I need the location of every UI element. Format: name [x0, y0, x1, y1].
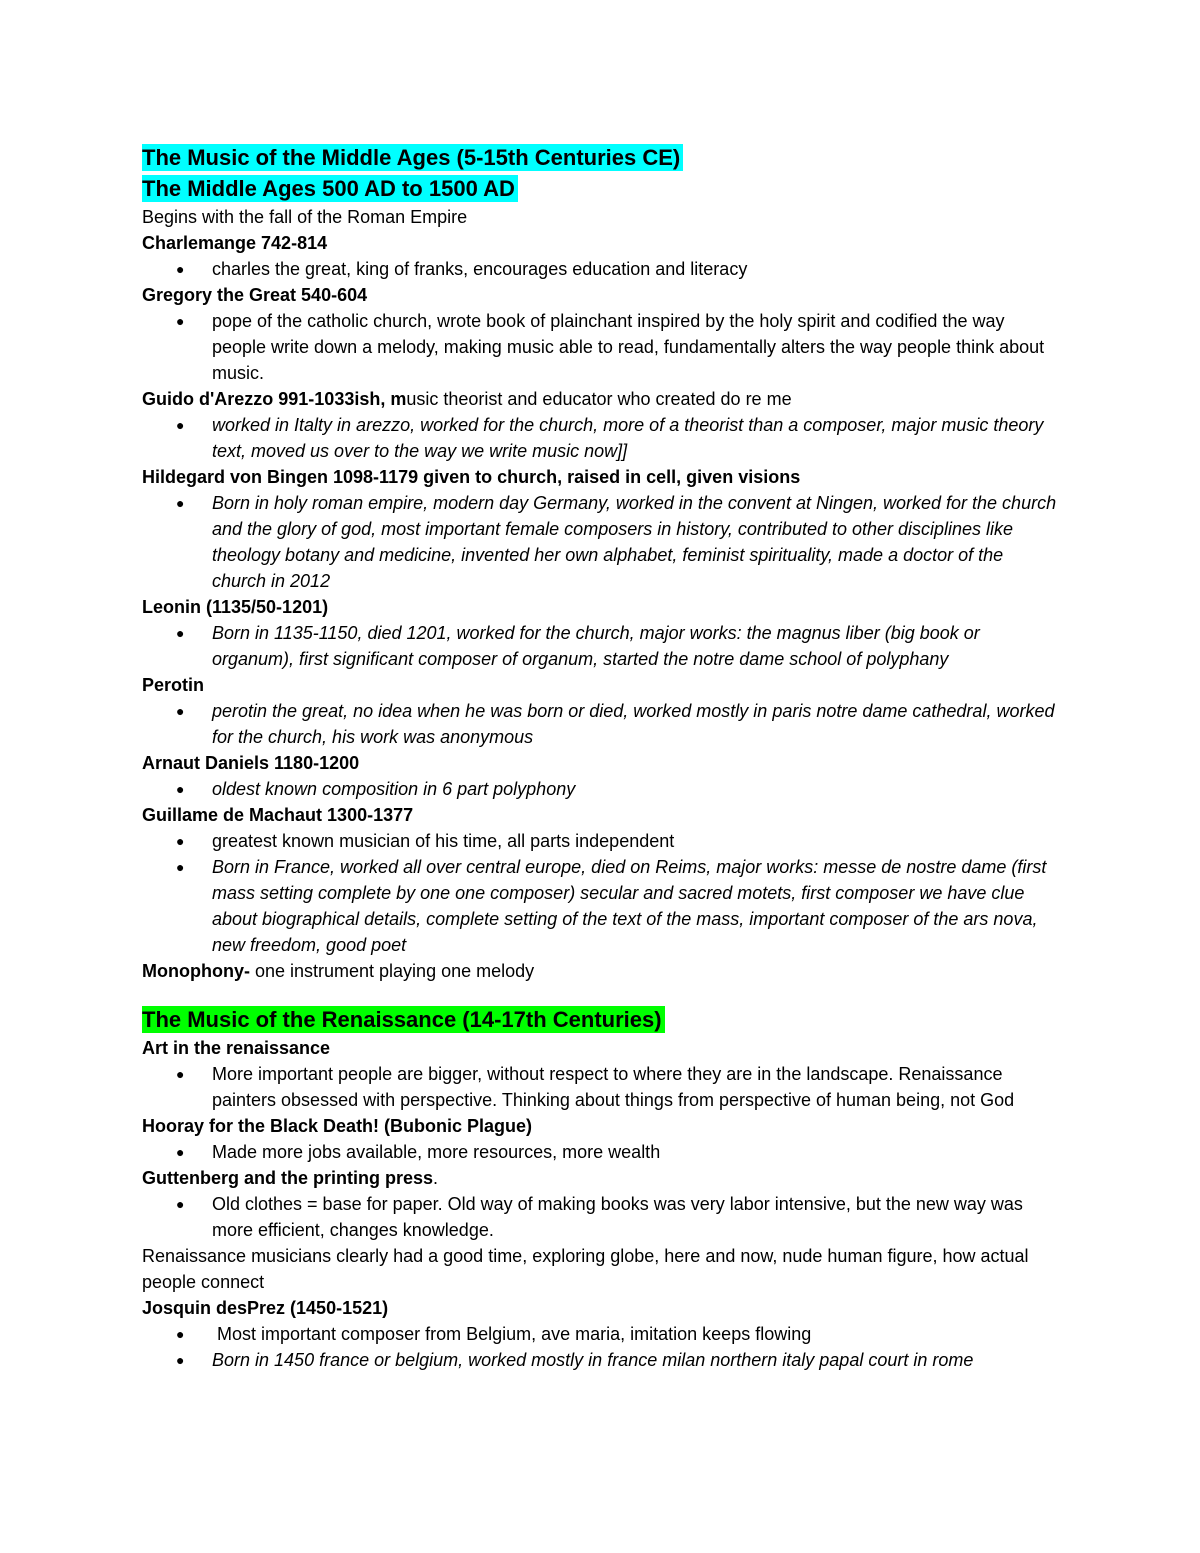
list-item: ● More important people are bigger, without respect to where they are in the landscape. Renaissance painters obsessed with perspective. Thinking about things from perspective of human being, not God: [142, 1061, 1062, 1113]
renaissance-musicians-note: Renaissance musicians clearly had a good time, exploring globe, here and now, nude human figure, how actual people connect: [142, 1246, 1029, 1292]
list-item: ● pope of the catholic church, wrote book of plainchant inspired by the holy spirit and codified the way people write down a melody, making music able to read, fundamentally alters the way people think about music.: [142, 308, 1062, 386]
bullet-icon: ●: [176, 833, 185, 849]
renaissance-title: [142, 1004, 1062, 1035]
bullet-icon: ●: [176, 1196, 185, 1212]
guttenberg-list: [142, 1191, 1062, 1243]
middle-ages-title: [142, 142, 1062, 173]
middle-ages-intro: Begins with the fall of the Roman Empire: [142, 207, 468, 227]
hildegard-list: [142, 490, 1062, 594]
guido-heading: Guido d'Arezzo 991-1033ish, music theorist and educator who created do re me: [142, 389, 792, 409]
guido-list: [142, 412, 1062, 464]
bullet-icon: ●: [176, 417, 185, 433]
renaissance-title-text: The Music of the Renaissance (14-17th Centuries): [142, 1006, 665, 1033]
monophony-definition: Monophony- one instrument playing one melody: [142, 961, 535, 981]
list-item: ● Born in France, worked all over central europe, died on Reims, major works: messe de nostre dame (first mass setting complete by one one composer) secular and sacred motets, first composer we have clue about biographical details, complete setting of the text of the mass, important composer of the ars nova, new freedom, good poet: [142, 854, 1062, 958]
guttenberg-heading: Guttenberg and the printing press.: [142, 1168, 439, 1188]
bullet-icon: ●: [176, 1352, 185, 1368]
machaut-list: [142, 828, 1062, 958]
gregory-heading: Gregory the Great 540-604: [142, 285, 368, 305]
list-item: ● oldest known composition in 6 part polyphony: [142, 776, 1062, 802]
hildegard-heading: Hildegard von Bingen 1098-1179 given to church, raised in cell, given visions: [142, 467, 801, 487]
list-item: ● perotin the great, no idea when he was born or died, worked mostly in paris notre dame cathedral, worked for the church, his work was anonymous: [142, 698, 1062, 750]
charlemagne-heading: Charlemange 742-814: [142, 233, 328, 253]
bullet-icon: ●: [176, 261, 185, 277]
bullet-icon: ●: [176, 859, 185, 875]
bullet-icon: ●: [176, 495, 185, 511]
machaut-heading: Guillame de Machaut 1300-1377: [142, 805, 414, 825]
list-item: ● Born in 1450 france or belgium, worked mostly in france milan northern italy papal court in rome: [142, 1347, 1062, 1373]
arnaut-heading: Arnaut Daniels 1180-1200: [142, 753, 360, 773]
list-item: ● Most important composer from Belgium, ave maria, imitation keeps flowing: [142, 1321, 1062, 1347]
josquin-heading: Josquin desPrez (1450-1521): [142, 1298, 389, 1318]
leonin-heading: Leonin (1135/50-1201): [142, 597, 329, 617]
leonin-list: [142, 620, 1062, 672]
list-item: ● Old clothes = base for paper. Old way of making books was very labor intensive, but the new way was more efficient, changes knowledge.: [142, 1191, 1062, 1243]
middle-ages-subtitle: [142, 173, 1062, 204]
art-list: [142, 1061, 1062, 1113]
bullet-icon: ●: [176, 625, 185, 641]
middle-ages-title-text: The Music of the Middle Ages (5-15th Centuries CE): [142, 144, 683, 171]
art-heading: Art in the renaissance: [142, 1038, 331, 1058]
gregory-list: [142, 308, 1062, 386]
list-item: ● greatest known musician of his time, all parts independent: [142, 828, 1062, 854]
bullet-icon: ●: [176, 313, 185, 329]
list-item: ● worked in Italty in arezzo, worked for the church, more of a theorist than a composer, major music theory text, moved us over to the way we write music now]]: [142, 412, 1062, 464]
arnaut-list: [142, 776, 1062, 802]
josquin-list: [142, 1321, 1062, 1373]
perotin-heading: Perotin: [142, 675, 205, 695]
list-item: ● charles the great, king of franks, encourages education and literacy: [142, 256, 1062, 282]
list-item: ● Born in 1135-1150, died 1201, worked for the church, major works: the magnus liber (big book or organum), first significant composer of organum, started the notre dame school of polyphany: [142, 620, 1062, 672]
list-item: ● Born in holy roman empire, modern day Germany, worked in the convent at Ningen, worked for the church and the glory of god, most important female composers in history, contributed to other disciplines like theology botany and medicine, invented her own alphabet, feminist spirituality, made a doctor of the church in 2012: [142, 490, 1062, 594]
bullet-icon: ●: [176, 1066, 185, 1082]
charlemagne-list: [142, 256, 1062, 282]
middle-ages-subtitle-text: The Middle Ages 500 AD to 1500 AD: [142, 175, 518, 202]
black-death-list: [142, 1139, 1062, 1165]
black-death-heading: Hooray for the Black Death! (Bubonic Plague): [142, 1116, 533, 1136]
bullet-icon: ●: [176, 781, 185, 797]
document-page: [142, 142, 1062, 1373]
list-item: ● Made more jobs available, more resources, more wealth: [142, 1139, 1062, 1165]
bullet-icon: ●: [176, 1326, 185, 1342]
bullet-icon: ●: [176, 703, 185, 719]
perotin-list: [142, 698, 1062, 750]
bullet-icon: ●: [176, 1144, 185, 1160]
